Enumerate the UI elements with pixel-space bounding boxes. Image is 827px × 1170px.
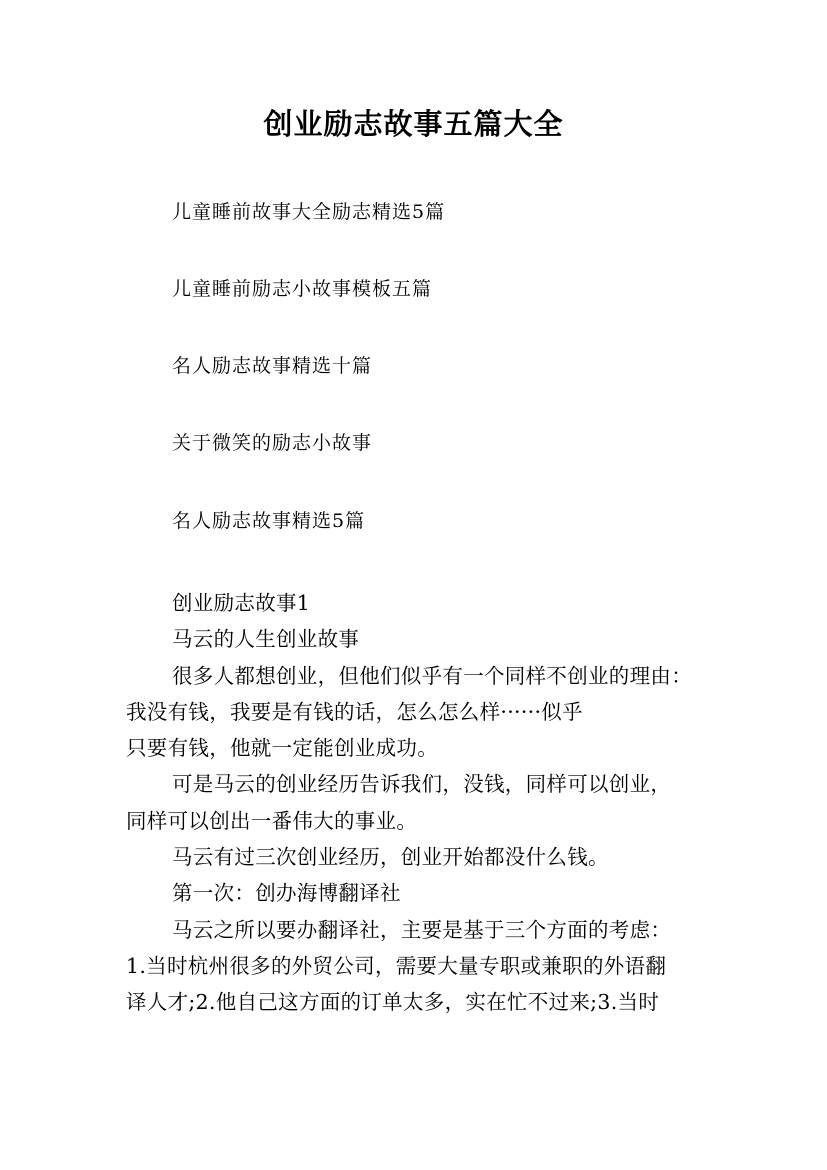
section-heading: 创业励志故事1 xyxy=(172,591,311,615)
article-body xyxy=(126,585,716,1021)
paragraph-line: 很多人都想创业，但他们似乎有一个同样不创业的理由： xyxy=(172,663,692,688)
paragraph-line: 同样可以创出一番伟大的事业。 xyxy=(126,808,418,833)
paragraph-line: 1.当时杭州很多的外贸公司，需要大量专职或兼职的外语翻 xyxy=(126,953,667,978)
related-link[interactable]: 儿童睡前励志小故事模板五篇 xyxy=(172,278,433,300)
paragraph-line: 可是马云的创业经历告诉我们，没钱，同样可以创业， xyxy=(172,772,672,797)
subsection-heading: 第一次：创办海博翻译社 xyxy=(172,881,401,906)
related-link[interactable]: 关于微笑的励志小故事 xyxy=(172,432,373,454)
story-subtitle: 马云的人生创业故事 xyxy=(172,627,360,652)
paragraph-line: 只要有钱，他就一定能创业成功。 xyxy=(126,736,438,761)
related-link[interactable]: 儿童睡前故事大全励志精选5篇 xyxy=(172,201,446,223)
related-link[interactable]: 名人励志故事精选5篇 xyxy=(172,510,366,532)
paragraph-line: 译人才;2.他自己这方面的订单太多，实在忙不过来;3.当时 xyxy=(126,990,660,1015)
paragraph-line: 我没有钱，我要是有钱的话，怎么怎么样······似乎 xyxy=(126,699,583,724)
related-link[interactable]: 名人励志故事精选十篇 xyxy=(172,355,373,377)
paragraph-line: 马云有过三次创业经历，创业开始都没什么钱。 xyxy=(172,845,609,870)
paragraph-line: 马云之所以要办翻译社，主要是基于三个方面的考虑： xyxy=(172,917,672,942)
document-title: 创业励志故事五篇大全 xyxy=(263,107,564,141)
